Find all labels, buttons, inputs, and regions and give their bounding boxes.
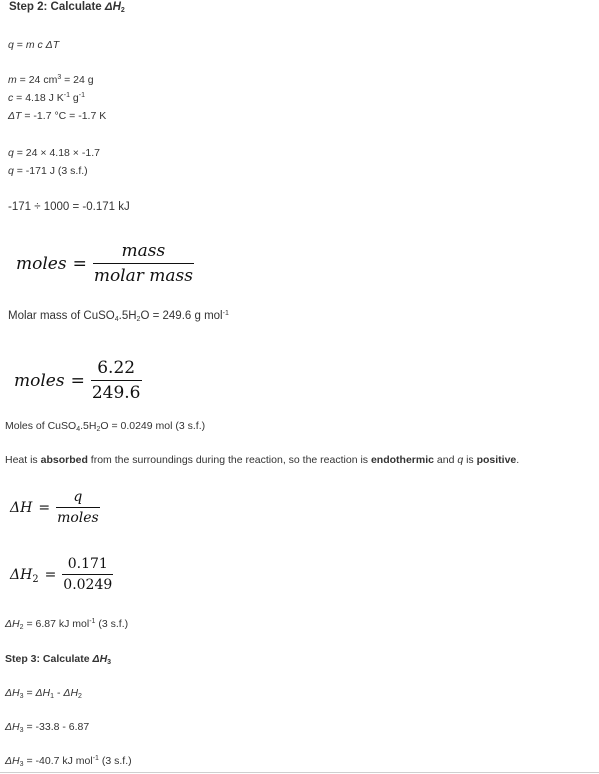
moles-calc-equals: = [70,370,85,391]
dh2-calc-denominator: 0.0249 [62,574,113,593]
molar-mass-line: Molar mass of $CuSO_4.5H_2O = 249.6$ g mol$^{-1}$ [8,310,229,323]
enthalpy-formula-lhs: ΔH [10,499,33,516]
moles-calc-numerator: 6.22 [97,358,136,378]
mass-value-line: m = 24 $cm^3 = 24$ g [8,74,94,86]
kj-conversion-line: -171 ÷ 1000 = -0.171 kJ [8,201,130,213]
q-calculation-line: q = 24 × 4.18 × -1.7 [8,147,100,159]
temperature-change-line: ΔT = -1.7 °C = -1.7 K [8,110,107,122]
enthalpy-formula [10,489,100,526]
heat-capacity-line: c = 4.18 J $K^{-1}$ $g^{-1}$ [8,92,85,104]
moles-calculation [14,358,142,403]
moles-formula-numerator: mass [121,241,166,261]
moles-calc-lhs: moles [14,370,65,391]
dh3-calculation-line: $\Delta H_3 = -33.8 - 6.87$ [5,721,90,734]
bottom-divider [0,772,599,773]
enthalpy-formula-denominator: moles [56,507,100,526]
q-formula-line: q = m c ΔT [8,39,60,51]
moles-formula [16,241,194,286]
dh2-calculation [10,556,113,593]
dh2-result-line: $\Delta H_2 = 6.87$ kJ mol$^{-1}$ (3 s.f.) [5,618,129,631]
dh2-calc-lhs: $\Delta H_2$ [10,566,39,585]
q-result-line: q = -171 J (3 s.f.) [8,165,88,177]
dh3-formula-line: $\Delta H_3 = \Delta H_1 - \Delta H_2$ [5,687,82,700]
endothermic-explanation: Heat is absorbed from the surroundings during the reaction, so the reaction is endothermic and q is positive. [5,454,520,466]
dh2-calc-equals: = [44,566,57,583]
enthalpy-formula-fraction [56,489,100,526]
moles-formula-lhs: moles [16,253,67,274]
moles-calc-fraction [91,358,142,403]
moles-calc-denominator: 249.6 [91,380,142,403]
moles-result-line: Moles of $CuSO_4.5H_2O = 0.0249$ mol (3 s.f.) [5,420,206,433]
dh3-result-line: $\Delta H_3 = -40.7$ kJ mol$^{-1}$ (3 s.f.) [5,755,132,768]
moles-formula-denominator: molar mass [93,263,194,286]
dh2-calc-fraction [62,556,113,593]
moles-formula-fraction [93,241,194,286]
enthalpy-formula-numerator: q [73,489,83,505]
step2-heading: Step 2: Calculate $\Delta H_2$ [9,1,125,14]
dh2-calc-numerator: 0.171 [67,556,108,572]
enthalpy-formula-equals: = [38,499,51,516]
moles-formula-equals: = [72,253,87,274]
step3-heading: Step 3: Calculate $\Delta H_3$ [5,653,112,666]
